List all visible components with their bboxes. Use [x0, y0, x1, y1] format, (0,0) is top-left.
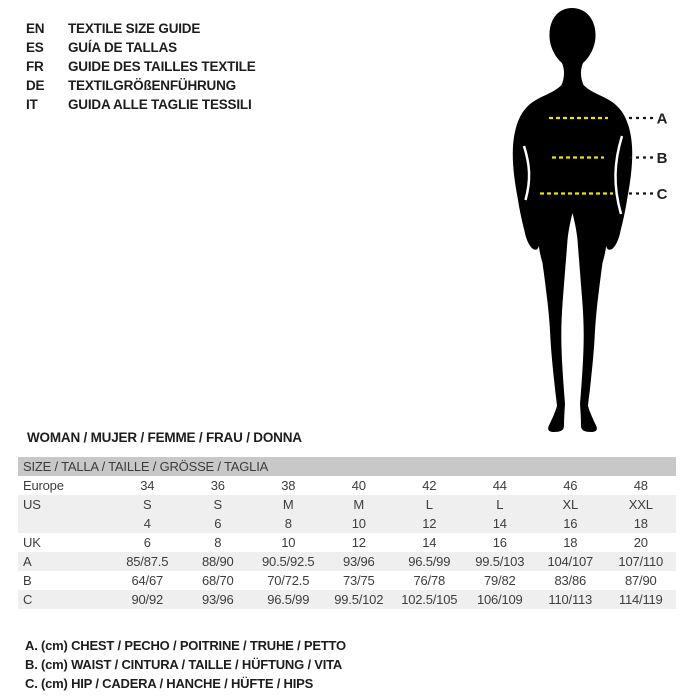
size-cell: 44: [492, 478, 507, 493]
language-title: GUÍA DE TALLAS: [68, 40, 177, 55]
measurement-legend: [25, 636, 346, 693]
size-cell: 6: [183, 514, 254, 533]
category-title: WOMAN / MUJER / FEMME / FRAU / DONNA: [27, 430, 302, 445]
size-cell: 16: [492, 535, 507, 550]
size-cell: 46: [563, 478, 578, 493]
size-table: [18, 457, 676, 609]
legend-line: C. (cm) HIP / CADERA / HANCHE / HÜFTE / HIPS: [25, 676, 314, 691]
marker-label-c: C: [656, 186, 668, 203]
table-header-row: [18, 457, 676, 476]
size-cell: 88/90: [183, 552, 254, 571]
language-code: EN: [26, 21, 45, 36]
table-row: [18, 571, 676, 590]
language-row: [26, 38, 256, 57]
size-cell: 6: [143, 535, 151, 550]
size-cell: 87/90: [624, 573, 657, 588]
size-cell: 16: [535, 514, 606, 533]
size-cell: 93/96: [324, 552, 395, 571]
language-title: TEXTILGRÖßENFÜHRUNG: [68, 78, 236, 93]
language-row: [26, 57, 256, 76]
size-cell: 14: [422, 535, 437, 550]
size-cell: 10: [324, 514, 395, 533]
size-cell: 68/70: [201, 573, 234, 588]
size-cell: L: [465, 495, 536, 514]
language-code: FR: [26, 59, 44, 74]
row-label: Europe: [23, 478, 64, 493]
size-cell: 114/119: [606, 590, 677, 609]
size-cell: M: [324, 495, 395, 514]
row-label: UK: [23, 535, 41, 550]
size-cell: 85/87.5: [112, 552, 183, 571]
language-row: [26, 76, 256, 95]
size-cell: S: [183, 495, 254, 514]
size-cell: 34: [140, 478, 155, 493]
size-cell: 12: [351, 535, 366, 550]
table-row: [18, 590, 676, 609]
size-cell: 106/109: [465, 590, 536, 609]
size-cell: 8: [253, 514, 324, 533]
size-cell: 8: [214, 535, 222, 550]
size-cell: 10: [281, 535, 296, 550]
size-cell: L: [394, 495, 465, 514]
language-title-list: [26, 19, 256, 114]
size-cell: 18: [606, 514, 677, 533]
language-code: IT: [26, 97, 38, 112]
language-title: TEXTILE SIZE GUIDE: [68, 21, 201, 36]
size-cell: 102.5/105: [394, 590, 465, 609]
size-table-body: [18, 457, 676, 609]
size-cell: 96.5/99: [253, 590, 324, 609]
size-cell: 79/82: [483, 573, 516, 588]
table-row: [18, 476, 676, 495]
language-code: ES: [26, 40, 44, 55]
table-row: [18, 552, 676, 571]
legend-line: A. (cm) CHEST / PECHO / POITRINE / TRUHE / PETTO: [25, 638, 346, 653]
size-cell: 18: [563, 535, 578, 550]
size-cell: 40: [351, 478, 366, 493]
size-cell: 99.5/103: [465, 552, 536, 571]
size-cell: 12: [394, 514, 465, 533]
row-label: B: [23, 573, 32, 588]
size-cell: 14: [465, 514, 536, 533]
size-cell: 48: [633, 478, 648, 493]
row-label: US: [18, 495, 112, 514]
size-cell: 4: [112, 514, 183, 533]
size-cell: 96.5/99: [394, 552, 465, 571]
size-cell: 104/107: [535, 552, 606, 571]
size-cell: XXL: [606, 495, 677, 514]
size-cell: 70/72.5: [267, 573, 310, 588]
size-cell: 110/113: [535, 590, 606, 609]
size-cell: 93/96: [183, 590, 254, 609]
row-label: C: [18, 590, 112, 609]
marker-label-a: A: [656, 110, 668, 128]
size-cell: 38: [281, 478, 296, 493]
table-header-label: SIZE / TALLA / TAILLE / GRÖSSE / TAGLIA: [18, 457, 676, 476]
size-cell: 107/110: [606, 552, 677, 571]
size-cell: 99.5/102: [324, 590, 395, 609]
language-row: [26, 19, 256, 38]
size-cell: 20: [633, 535, 648, 550]
size-cell: 76/78: [413, 573, 446, 588]
size-cell: 90.5/92.5: [253, 552, 324, 571]
row-label: [18, 514, 112, 533]
row-label: A: [18, 552, 112, 571]
silhouette-shape: [513, 8, 632, 432]
table-row: [18, 514, 676, 533]
size-cell: M: [253, 495, 324, 514]
size-cell: 83/86: [554, 573, 587, 588]
size-cell: 73/75: [342, 573, 375, 588]
size-cell: 36: [210, 478, 225, 493]
size-cell: 64/67: [131, 573, 164, 588]
table-row: [18, 495, 676, 514]
size-cell: S: [112, 495, 183, 514]
size-cell: 90/92: [112, 590, 183, 609]
size-cell: XL: [535, 495, 606, 514]
table-row: [18, 533, 676, 552]
language-title: GUIDA ALLE TAGLIE TESSILI: [68, 97, 252, 112]
language-row: [26, 95, 256, 114]
woman-silhouette-icon: [450, 0, 700, 450]
language-title: GUIDE DES TAILLES TEXTILE: [68, 59, 256, 74]
legend-line: B. (cm) WAIST / CINTURA / TAILLE / HÜFTUNG / VITA: [25, 657, 343, 672]
language-code: DE: [26, 78, 45, 93]
woman-silhouette-figure: [450, 0, 700, 450]
size-cell: 42: [422, 478, 437, 493]
marker-label-b: B: [656, 150, 668, 167]
